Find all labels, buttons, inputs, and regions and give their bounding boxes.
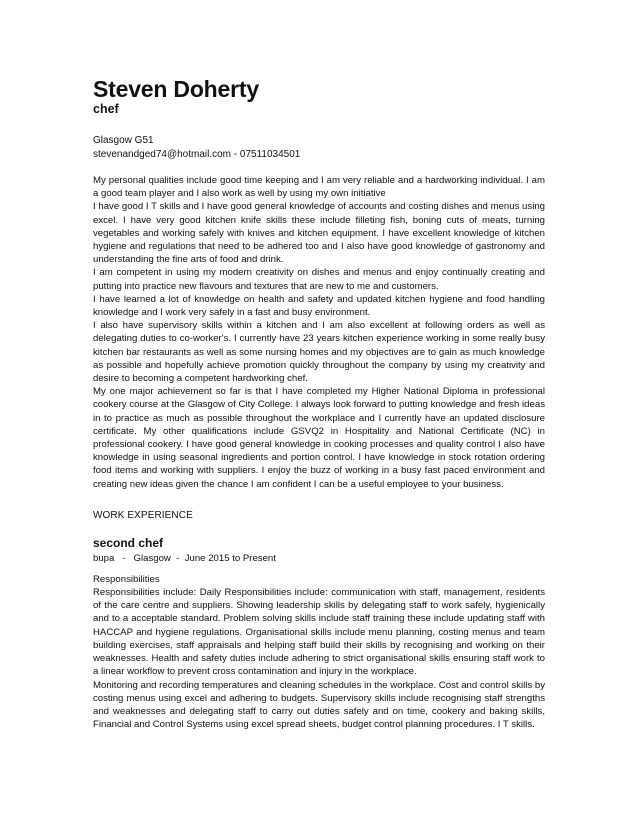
summary-paragraph: I also have supervisory skills within a kitchen and I am also excellent at following orders as well as delegating duties to co-worker's. I currently have 23 years kitchen experience working in some really busy kitchen bar restaurants as well as some nursing homes and my objectives are to gain as much knowledge as possible and hopefully achieve promotion quickly throughout the company by using my creativity and desire to becoming a competent hardworking chef. bbox=[93, 320, 545, 385]
responsibilities-label: Responsibilities bbox=[93, 573, 160, 585]
work-experience-heading: WORK EXPERIENCE bbox=[93, 509, 193, 521]
contact-location: Glasgow G51 bbox=[93, 135, 154, 146]
spacer bbox=[93, 162, 545, 174]
summary-paragraph: I am competent in using my modern creativity on dishes and menus and enjoy continually creating and putting into practice new flavours and textures that are new to me and customers. bbox=[93, 267, 545, 292]
responsibilities-paragraph: Responsibilities include: Daily Responsibilities include: communication with staff, management, residents of the care centre and suppliers. Showing leadership skills by delegating staff to work safely, hygienically and to a acceptable standard. Problem solving skills include staff training these include updating staff with HACCAP and hygiene regulations. Organisational skills include menu planning, costing menus and team building exercises, staff appraisals and helping staff build their skills by recognising and working on their weaknesses. Health and safety duties include adhering to strict organisational skills ensuring staff work to a linear workflow to prevent cross contamination and injury in the workplace. bbox=[93, 587, 545, 678]
candidate-title: chef bbox=[93, 102, 119, 116]
responsibilities-paragraph: Monitoring and recording temperatures and cleaning schedules in the workplace. Cost and control skills by costing menus using excel and adhering to budgets. Supervisory skills include recognising staff strengths and weaknesses and delegating staff to carry out duties safely and on time, cookery and baking skills, Financial and Control Systems using excel spread sheets, budget control planning procedures. I T skills. bbox=[93, 679, 545, 731]
job-title: second chef bbox=[93, 535, 164, 550]
job-dates: June 2015 to Present bbox=[184, 552, 276, 564]
resume-page bbox=[93, 76, 545, 731]
job-separator: - bbox=[170, 552, 185, 564]
job-location: Glasgow bbox=[133, 552, 171, 564]
summary-paragraph: I have good I T skills and I have good general knowledge of accounts and costing dishes and menus using excel. I have very good kitchen knife skills these include filleting fish, boning cuts of meats, turning vegetables and working safely with knives and kitchen equipment. I have excellent knowledge of kitchen hygiene and regulations that need to be adhered too and I also have good knowledge of gastronomy and understanding the fine arts of food and drink. bbox=[93, 201, 545, 266]
summary-paragraph: I have learned a lot of knowledge on health and safety and updated kitchen hygiene and food handling knowledge and I work very safely in a fast and busy environment. bbox=[93, 293, 545, 319]
job-company: bupa bbox=[93, 552, 115, 564]
candidate-name: Steven Doherty bbox=[93, 76, 259, 102]
summary-paragraph: My personal qualities include good time keeping and I am very reliable and a hardworking individual. I am a good team player and I also work as well by using my own initiative bbox=[93, 175, 545, 200]
job-separator: - bbox=[114, 552, 134, 564]
job-meta bbox=[93, 552, 545, 565]
contact-email-phone: stevenandged74@hotmail.com - 07511034501 bbox=[93, 149, 301, 160]
summary-paragraph: My one major achievement so far is that I have completed my Higher National Diploma in professional cookery course at the Glasgow of City College. I always look forward to putting knowledge and fresh ideas in to practice as much as possible throughout the workplace and I currently have an updated disclosure certificate. My other qualifications include GSVQ2 in Hospitality and National Certificate (NC) in professional cookery. I have good general knowledge in cooking processes and quality control I also have knowledge in using seasonal ingredients and portion control. I have knowledge in stock rotation ordering food items and working with suppliers. I enjoy the buzz of working in a busy fast paced environment and creating new ideas given the chance I am confident I can be a useful employee to your business. bbox=[93, 386, 545, 490]
